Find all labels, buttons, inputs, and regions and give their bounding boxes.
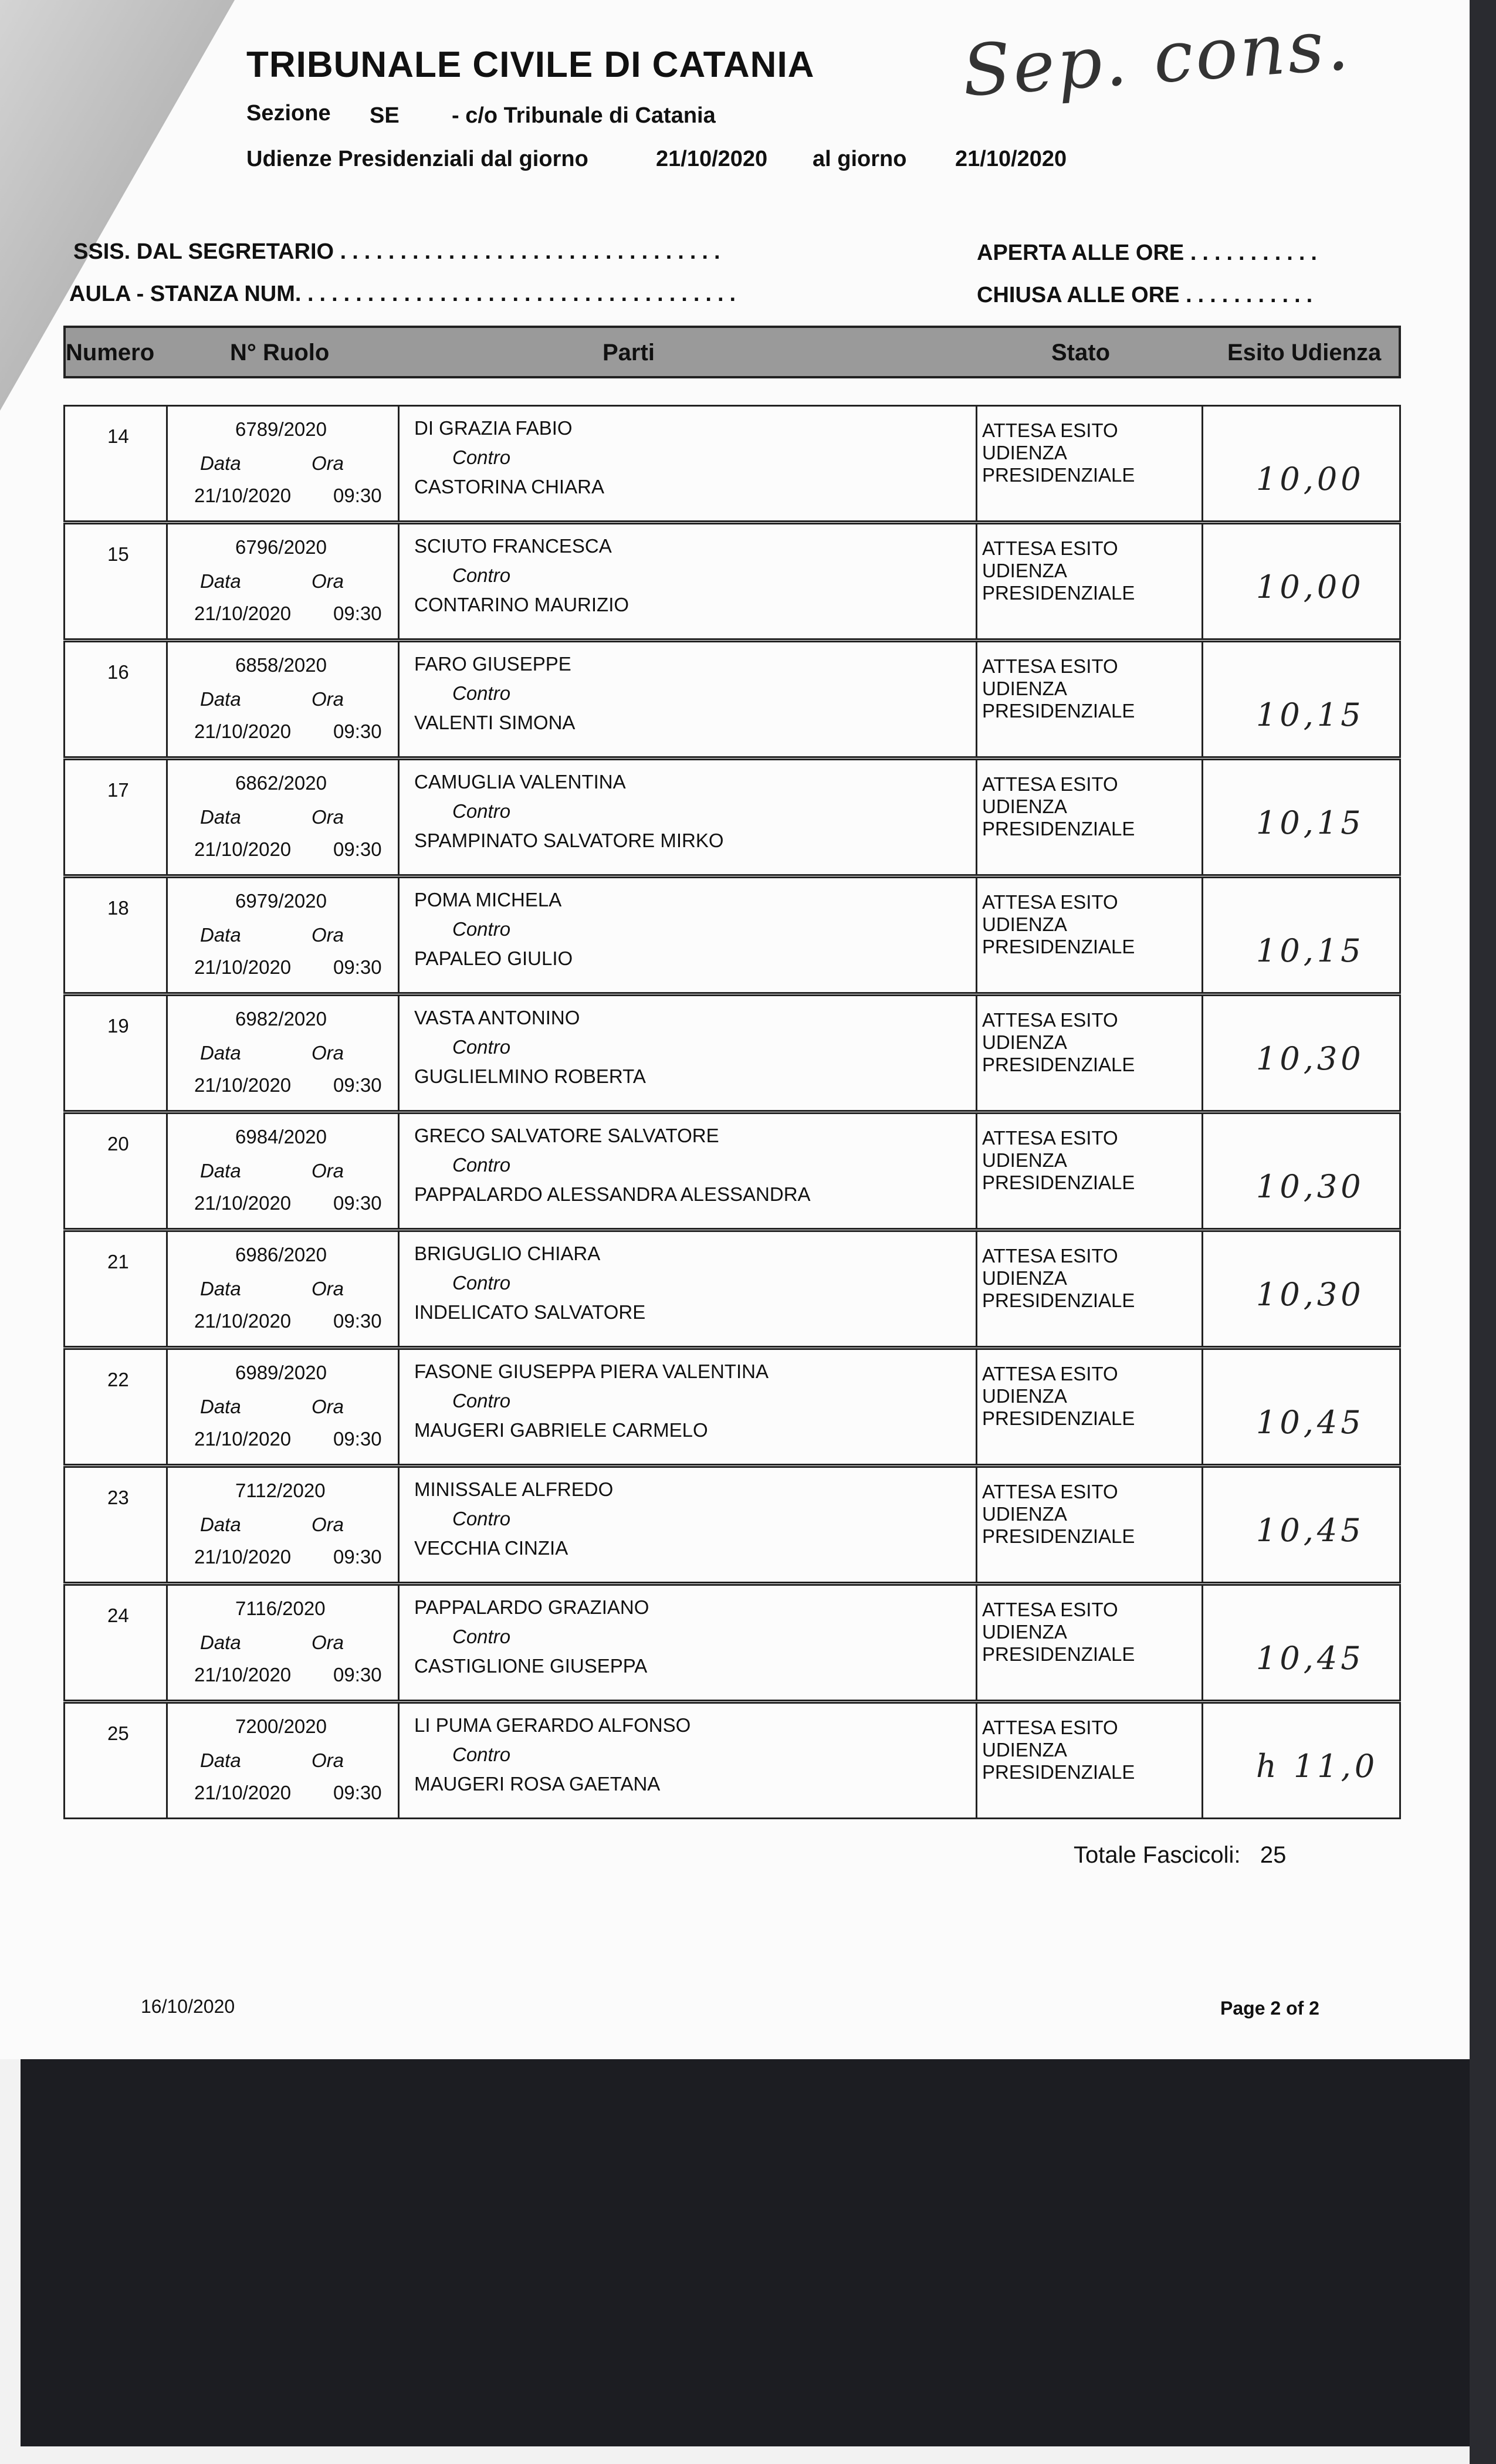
table-row — [63, 1112, 1401, 1230]
sezione-value: SE — [370, 103, 400, 128]
row-numero: 21 — [107, 1251, 129, 1272]
cell-esito — [1203, 1586, 1403, 1700]
cell-parti — [400, 996, 977, 1110]
row-ora: 09:30 — [333, 720, 382, 742]
row-numero: 14 — [107, 425, 129, 447]
cell-esito — [1203, 1232, 1403, 1346]
data-label: Data — [200, 1632, 241, 1653]
row-data: 21/10/2020 — [194, 956, 292, 978]
row-ruolo: 7116/2020 — [235, 1597, 326, 1619]
row-ruolo: 6979/2020 — [235, 890, 327, 912]
row-data: 21/10/2020 — [194, 838, 292, 860]
row-stato: ATTESA ESITO UDIENZA PRESIDENZIALE — [982, 655, 1135, 722]
cell-ruolo — [168, 1232, 400, 1346]
contro-label: Contro — [452, 918, 511, 940]
cell-ruolo — [168, 1468, 400, 1582]
cell-parti — [400, 407, 977, 520]
row-data: 21/10/2020 — [194, 603, 292, 624]
row-ruolo: 6796/2020 — [235, 536, 327, 558]
row-stato: ATTESA ESITO UDIENZA PRESIDENZIALE — [982, 891, 1135, 957]
row-ora: 09:30 — [333, 838, 382, 860]
aperta-label: APERTA ALLE ORE ........... — [977, 241, 1323, 265]
contro-label: Contro — [452, 1744, 511, 1765]
row-ruolo: 6858/2020 — [235, 654, 327, 676]
row-data: 21/10/2020 — [194, 1310, 292, 1332]
cell-numero — [65, 996, 168, 1110]
date-to: 21/10/2020 — [955, 147, 1067, 171]
row-data: 21/10/2020 — [194, 485, 292, 506]
cell-numero — [65, 407, 168, 520]
ora-label: Ora — [312, 1632, 344, 1653]
row-numero: 17 — [107, 779, 129, 801]
row-stato: ATTESA ESITO UDIENZA PRESIDENZIALE — [982, 1599, 1135, 1665]
row-parte1: FARO GIUSEPPE — [414, 653, 571, 675]
row-esito-handwritten: 10,45 — [1256, 1404, 1365, 1441]
date-from: 21/10/2020 — [656, 147, 768, 171]
row-parte1: VASTA ANTONINO — [414, 1007, 580, 1028]
ora-label: Ora — [312, 688, 344, 710]
ora-label: Ora — [312, 806, 344, 828]
cell-esito — [1203, 407, 1403, 520]
cell-stato — [977, 1350, 1203, 1464]
data-label: Data — [200, 1042, 241, 1064]
cell-esito — [1203, 1704, 1403, 1817]
cell-esito — [1203, 642, 1403, 756]
cell-parti — [400, 1704, 977, 1817]
cell-stato — [977, 1586, 1203, 1700]
table-row — [63, 641, 1401, 758]
row-stato: ATTESA ESITO UDIENZA PRESIDENZIALE — [982, 537, 1135, 604]
row-numero: 25 — [107, 1722, 129, 1744]
row-parte2: INDELICATO SALVATORE — [414, 1301, 646, 1323]
cell-parti — [400, 1232, 977, 1346]
cell-numero — [65, 1232, 168, 1346]
cell-numero — [65, 642, 168, 756]
row-parte2: MAUGERI ROSA GAETANA — [414, 1773, 661, 1795]
cell-ruolo — [168, 642, 400, 756]
row-stato: ATTESA ESITO UDIENZA PRESIDENZIALE — [982, 773, 1135, 840]
table-row — [63, 994, 1401, 1112]
cell-esito — [1203, 524, 1403, 638]
row-stato: ATTESA ESITO UDIENZA PRESIDENZIALE — [982, 1481, 1135, 1547]
row-ora: 09:30 — [333, 485, 382, 506]
cell-stato — [977, 407, 1203, 520]
row-esito-handwritten: 10,45 — [1256, 1512, 1365, 1549]
row-data: 21/10/2020 — [194, 1192, 292, 1214]
contro-label: Contro — [452, 564, 511, 586]
ora-label: Ora — [312, 1514, 344, 1535]
row-ruolo: 6984/2020 — [235, 1126, 327, 1148]
contro-label: Contro — [452, 1390, 511, 1412]
row-stato: ATTESA ESITO UDIENZA PRESIDENZIALE — [982, 1363, 1135, 1429]
row-esito-handwritten: 10,15 — [1256, 804, 1365, 841]
data-label: Data — [200, 1514, 241, 1535]
row-data: 21/10/2020 — [194, 1664, 292, 1685]
row-esito-handwritten: 10,30 — [1256, 1276, 1365, 1313]
cell-ruolo — [168, 996, 400, 1110]
scanner-edge — [1470, 0, 1496, 2464]
row-data: 21/10/2020 — [194, 1074, 292, 1096]
cell-ruolo — [168, 524, 400, 638]
cell-numero — [65, 1350, 168, 1464]
cell-esito — [1203, 878, 1403, 992]
contro-label: Contro — [452, 800, 511, 822]
contro-label: Contro — [452, 1036, 511, 1058]
table-row — [63, 1348, 1401, 1465]
row-numero: 22 — [107, 1369, 129, 1390]
row-stato: ATTESA ESITO UDIENZA PRESIDENZIALE — [982, 1127, 1135, 1193]
row-ruolo: 6862/2020 — [235, 772, 327, 794]
udienze-label: Udienze Presidenziali dal giorno — [246, 147, 588, 171]
cell-stato — [977, 1114, 1203, 1228]
cell-parti — [400, 878, 977, 992]
row-ora: 09:30 — [333, 1192, 382, 1214]
row-parte1: POMA MICHELA — [414, 889, 562, 911]
cell-ruolo — [168, 760, 400, 874]
cell-stato — [977, 996, 1203, 1110]
cell-esito — [1203, 1350, 1403, 1464]
row-ruolo: 6986/2020 — [235, 1244, 327, 1265]
row-stato: ATTESA ESITO UDIENZA PRESIDENZIALE — [982, 1009, 1135, 1075]
row-parte1: MINISSALE ALFREDO — [414, 1478, 614, 1500]
cell-ruolo — [168, 1350, 400, 1464]
row-ora: 09:30 — [333, 1546, 382, 1568]
row-ora: 09:30 — [333, 1310, 382, 1332]
row-esito-handwritten: 10,15 — [1256, 932, 1365, 969]
cell-parti — [400, 1114, 977, 1228]
footer-page: Page 2 of 2 — [1220, 1998, 1319, 2019]
row-numero: 24 — [107, 1605, 129, 1626]
data-label: Data — [200, 1160, 241, 1182]
row-parte1: SCIUTO FRANCESCA — [414, 535, 612, 557]
row-ora: 09:30 — [333, 603, 382, 624]
row-data: 21/10/2020 — [194, 720, 292, 742]
ora-label: Ora — [312, 570, 344, 592]
row-parte1: LI PUMA GERARDO ALFONSO — [414, 1714, 691, 1736]
row-numero: 23 — [107, 1487, 129, 1508]
row-ruolo: 6989/2020 — [235, 1362, 327, 1383]
row-parte1: FASONE GIUSEPPA PIERA VALENTINA — [414, 1360, 769, 1382]
cell-stato — [977, 878, 1203, 992]
table-row — [63, 1584, 1401, 1701]
row-parte1: PAPPALARDO GRAZIANO — [414, 1596, 649, 1618]
row-parte2: CONTARINO MAURIZIO — [414, 594, 629, 615]
row-esito-handwritten: 10,45 — [1256, 1640, 1365, 1677]
row-ruolo: 6789/2020 — [235, 418, 327, 440]
row-ruolo: 7112/2020 — [235, 1480, 326, 1501]
row-ora: 09:30 — [333, 1782, 382, 1803]
cell-numero — [65, 1586, 168, 1700]
row-esito-handwritten: 10,30 — [1256, 1168, 1365, 1205]
row-parte1: GRECO SALVATORE SALVATORE — [414, 1125, 719, 1146]
handwritten-note: Sep. cons. — [959, 4, 1353, 113]
cell-stato — [977, 1232, 1203, 1346]
cell-stato — [977, 642, 1203, 756]
row-stato: ATTESA ESITO UDIENZA PRESIDENZIALE — [982, 1245, 1135, 1311]
table-row — [63, 1702, 1401, 1819]
cell-ruolo — [168, 878, 400, 992]
cell-numero — [65, 1114, 168, 1228]
table-row — [63, 405, 1401, 522]
data-label: Data — [200, 806, 241, 828]
sezione-label: Sezione — [246, 101, 331, 126]
row-parte2: PAPPALARDO ALESSANDRA ALESSANDRA — [414, 1183, 811, 1205]
court-title: TRIBUNALE CIVILE DI CATANIA — [246, 45, 815, 85]
assis-label: SSIS. DAL SEGRETARIO ................................ — [73, 239, 726, 264]
data-label: Data — [200, 570, 241, 592]
cell-stato — [977, 760, 1203, 874]
hearings-table — [63, 326, 1401, 1803]
cell-esito — [1203, 1468, 1403, 1582]
cell-ruolo — [168, 1114, 400, 1228]
cell-parti — [400, 1586, 977, 1700]
row-parte2: GUGLIELMINO ROBERTA — [414, 1065, 646, 1087]
cell-stato — [977, 1468, 1203, 1582]
cell-parti — [400, 642, 977, 756]
row-parte2: VECCHIA CINZIA — [414, 1537, 568, 1559]
ora-label: Ora — [312, 1749, 344, 1771]
row-parte2: CASTIGLIONE GIUSEPPA — [414, 1655, 648, 1677]
scanner-background — [21, 2059, 1475, 2446]
row-esito-handwritten: 10,00 — [1256, 461, 1365, 497]
contro-label: Contro — [452, 1272, 511, 1294]
col-stato: Stato — [1051, 340, 1110, 365]
row-esito-handwritten: 10,00 — [1256, 568, 1365, 605]
totale-fascicoli: Totale Fascicoli: 25 — [1074, 1842, 1287, 1868]
cell-numero — [65, 524, 168, 638]
aula-label: AULA - STANZA NUM. .................................... — [69, 282, 742, 306]
contro-label: Contro — [452, 682, 511, 704]
contro-label: Contro — [452, 1508, 511, 1529]
col-numero: Numero — [66, 340, 155, 365]
row-ora: 09:30 — [333, 1428, 382, 1450]
row-numero: 15 — [107, 543, 129, 565]
row-ora: 09:30 — [333, 956, 382, 978]
cell-ruolo — [168, 1704, 400, 1817]
al-giorno-label: al giorno — [813, 147, 907, 171]
table-row — [63, 1466, 1401, 1583]
cell-stato — [977, 1704, 1203, 1817]
row-parte1: CAMUGLIA VALENTINA — [414, 771, 626, 793]
col-ruolo: N° Ruolo — [230, 340, 330, 365]
col-esito: Esito Udienza — [1227, 340, 1382, 365]
cell-numero — [65, 1704, 168, 1817]
cell-parti — [400, 524, 977, 638]
row-data: 21/10/2020 — [194, 1546, 292, 1568]
cell-ruolo — [168, 1586, 400, 1700]
table-row — [63, 876, 1401, 994]
ora-label: Ora — [312, 1396, 344, 1417]
row-parte2: MAUGERI GABRIELE CARMELO — [414, 1419, 708, 1441]
row-parte1: BRIGUGLIO CHIARA — [414, 1243, 601, 1264]
row-parte2: SPAMPINATO SALVATORE MIRKO — [414, 830, 724, 851]
ora-label: Ora — [312, 1278, 344, 1299]
cell-numero — [65, 760, 168, 874]
row-stato: ATTESA ESITO UDIENZA PRESIDENZIALE — [982, 419, 1135, 486]
row-esito-handwritten: h 11,0 — [1256, 1748, 1379, 1785]
ora-label: Ora — [312, 1160, 344, 1182]
contro-label: Contro — [452, 446, 511, 468]
cell-parti — [400, 1350, 977, 1464]
contro-label: Contro — [452, 1154, 511, 1176]
cell-esito — [1203, 760, 1403, 874]
table-header — [63, 326, 1401, 378]
ora-label: Ora — [312, 1042, 344, 1064]
cell-parti — [400, 1468, 977, 1582]
row-esito-handwritten: 10,15 — [1256, 696, 1365, 733]
data-label: Data — [200, 452, 241, 474]
row-numero: 20 — [107, 1133, 129, 1155]
row-ruolo: 7200/2020 — [235, 1715, 327, 1737]
row-esito-handwritten: 10,30 — [1256, 1040, 1365, 1077]
row-ora: 09:30 — [333, 1074, 382, 1096]
col-parti: Parti — [603, 340, 655, 365]
sezione-suffix: - c/o Tribunale di Catania — [452, 103, 716, 128]
footer-date: 16/10/2020 — [141, 1996, 235, 2017]
row-parte2: PAPALEO GIULIO — [414, 947, 573, 969]
table-row — [63, 1230, 1401, 1348]
cell-parti — [400, 760, 977, 874]
row-numero: 16 — [107, 661, 129, 683]
table-row — [63, 523, 1401, 640]
row-numero: 19 — [107, 1015, 129, 1037]
data-label: Data — [200, 688, 241, 710]
cell-numero — [65, 1468, 168, 1582]
row-numero: 18 — [107, 897, 129, 919]
cell-stato — [977, 524, 1203, 638]
data-label: Data — [200, 924, 241, 946]
table-row — [63, 759, 1401, 876]
row-parte2: CASTORINA CHIARA — [414, 476, 604, 497]
ora-label: Ora — [312, 452, 344, 474]
row-ora: 09:30 — [333, 1664, 382, 1685]
data-label: Data — [200, 1396, 241, 1417]
ora-label: Ora — [312, 924, 344, 946]
data-label: Data — [200, 1749, 241, 1771]
cell-esito — [1203, 996, 1403, 1110]
row-parte2: VALENTI SIMONA — [414, 712, 576, 733]
chiusa-label: CHIUSA ALLE ORE ........... — [977, 283, 1319, 307]
row-data: 21/10/2020 — [194, 1428, 292, 1450]
cell-esito — [1203, 1114, 1403, 1228]
contro-label: Contro — [452, 1626, 511, 1647]
row-stato: ATTESA ESITO UDIENZA PRESIDENZIALE — [982, 1717, 1135, 1783]
row-parte1: DI GRAZIA FABIO — [414, 417, 573, 439]
cell-numero — [65, 878, 168, 992]
row-data: 21/10/2020 — [194, 1782, 292, 1803]
row-ruolo: 6982/2020 — [235, 1008, 327, 1030]
data-label: Data — [200, 1278, 241, 1299]
cell-ruolo — [168, 407, 400, 520]
